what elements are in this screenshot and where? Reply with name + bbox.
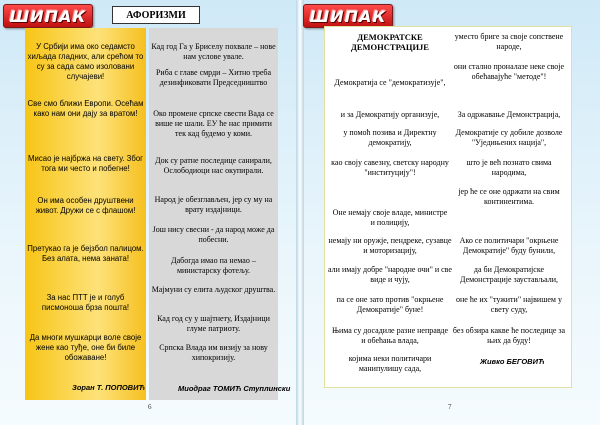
poem-line: они стално проналазе неке своје обећавајуће "методе"! bbox=[453, 62, 565, 81]
poem-line: Демократија се "демократизује", bbox=[334, 78, 446, 87]
aphorism: Да многи мушкарци воле своје жене као туђе, оне би биле обожаване! bbox=[29, 333, 142, 362]
author-signature: Зоран Т. ПОПОВИЋ bbox=[72, 383, 145, 392]
aphorism: Све смо ближи Европи. Осећам како нам они дају за вратом! bbox=[27, 99, 144, 118]
poem-line: За одржавање Демонстрација, bbox=[457, 110, 561, 119]
poem-line: и за Демократију организује, bbox=[340, 110, 440, 119]
aphorism: Риба с главе смрди – Хитно треба дезинфиковати Председништво bbox=[155, 68, 272, 87]
page-number: 7 bbox=[448, 403, 452, 411]
author-signature: Миодраг ТОМИЋ Ступлински bbox=[178, 384, 291, 393]
poem-line: као своју савезну, светску народну "институцију"! bbox=[331, 158, 449, 177]
section-title: АФОРИЗМИ bbox=[112, 6, 200, 24]
aphorism: Он има особен друштвени живот. Дружи се с флашом! bbox=[35, 196, 136, 215]
aphorism: Дабогда имао па немао – министарску фотељу. bbox=[171, 256, 256, 275]
poem-line: уместо бриге за своје сопствене народе, bbox=[454, 32, 564, 51]
poem-line: Њима су досадиле разне неправде и обећања влада, bbox=[331, 326, 449, 345]
aphorism: Још нису свесни - да народ може да побесни. bbox=[152, 225, 275, 244]
author-signature: Живко БЕГОВИЋ bbox=[480, 357, 545, 366]
aphorism: Мисао је најбржа на свету. Због тога ми често и побегне! bbox=[27, 154, 144, 173]
sipak-logo: ШИПАК bbox=[3, 4, 93, 28]
poem-line: Ако се политичари "окрњене Демократије" буду бунили, bbox=[459, 236, 559, 255]
aphorism: Српска Влада им визију за нову хипокризију. bbox=[159, 343, 268, 362]
aphorism: Док су ратне последице санирали, Ослободиоци нас окупирали. bbox=[155, 156, 272, 175]
sipak-logo: ШИПАК bbox=[303, 4, 393, 28]
poem-line: па се оне зато против "окрњене Демократије" буне! bbox=[336, 295, 444, 314]
page-number: 6 bbox=[148, 403, 152, 411]
aphorism: Претукао га је бејзбол палицом. Без алата, нема заната! bbox=[27, 244, 144, 263]
poem-line: јер ће се оне одржати на свим континентима. bbox=[458, 187, 560, 206]
poem-line: што је већ познато свима народима, bbox=[466, 158, 552, 177]
poem-line: али имају добре "народне очи" и све виде и чују, bbox=[328, 265, 452, 284]
aphorism: Мајмуни су елита људског друштва. bbox=[151, 285, 276, 294]
aphorism: Кад год Га у Бриселу похвале – нове нам услове увале. bbox=[151, 42, 276, 61]
aphorism: Кад год су у шајтнету, Издајници глуме патриоту. bbox=[157, 314, 270, 333]
aphorism: Народ је обезглављен, јер су му на врату издајници. bbox=[154, 195, 273, 214]
poem-line: којима неки политичари манипулишу сада, bbox=[348, 354, 432, 373]
poem-line: Демократије су добиле дозволе "Уједињених нација", bbox=[455, 128, 563, 147]
poem-line: да би Демократијске Демонстрације заустављали, bbox=[460, 265, 558, 284]
poem-line: без обзира какве ће последице за њих да буду! bbox=[452, 326, 566, 345]
aphorism: За нас ПТТ је и голуб писмоноша брза пошта! bbox=[41, 293, 130, 312]
poem-line: Оне немају своје владе, министре и полицију, bbox=[332, 208, 448, 227]
poem-line: оне ће их "тужити" највишем у свету суду, bbox=[456, 295, 562, 314]
page-right bbox=[300, 0, 600, 425]
poem-title: ДЕМОКРАТСКЕ ДЕМОНСТРАЦИЈЕ bbox=[351, 32, 429, 52]
aphorism: У Србији има око седамсто хиљада гладних, али срећом то су за сада само изоловани случајеви! bbox=[27, 42, 144, 81]
poem-line: немају ни оружје, пендреке, сузавце и моторизацију, bbox=[328, 236, 452, 255]
aphorism: Око промене српске свести Вада се више не шали. ЕУ ће нас примити тек кад будемо у коми. bbox=[153, 109, 274, 138]
poem-line: у помоћ позива и Директну демократију, bbox=[343, 128, 437, 147]
